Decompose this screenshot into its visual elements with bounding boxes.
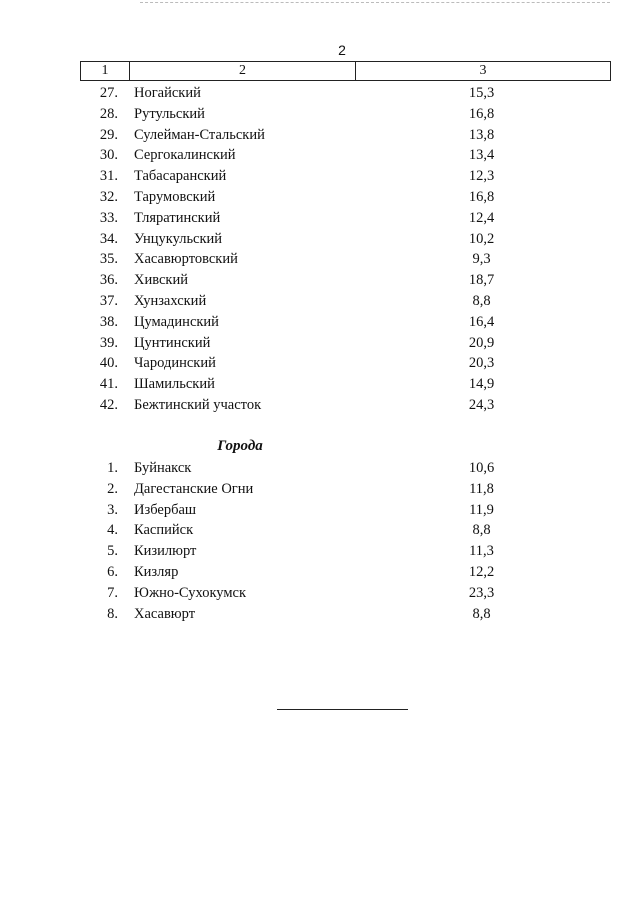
table-row — [0, 541, 640, 562]
row-number: 41. — [99, 376, 118, 393]
row-value: 13,4 — [468, 147, 495, 164]
table-row — [0, 312, 640, 333]
row-value: 12,2 — [468, 563, 495, 580]
table-row — [0, 374, 640, 395]
row-number: 31. — [99, 168, 118, 185]
row-value: 23,3 — [468, 584, 495, 601]
row-number: 39. — [99, 334, 118, 351]
closing-divider-line — [277, 709, 408, 710]
row-name: Каспийск — [134, 522, 194, 539]
row-name: Унцукульский — [134, 230, 223, 247]
row-number: 35. — [99, 251, 118, 268]
row-value: 24,3 — [468, 396, 495, 413]
column-header-name: 2 — [130, 62, 356, 80]
table-row — [0, 291, 640, 312]
table-row — [0, 500, 640, 521]
row-number: 2. — [107, 480, 118, 497]
row-value: 16,8 — [468, 188, 495, 205]
table-row — [0, 353, 640, 374]
row-value: 11,8 — [469, 480, 494, 497]
row-name: Бежтинский участок — [134, 396, 262, 413]
table-row — [0, 395, 640, 416]
row-number: 37. — [99, 292, 118, 309]
row-name: Сулейман-Стальский — [134, 126, 265, 143]
row-name: Хивский — [134, 272, 188, 289]
row-number: 27. — [99, 85, 118, 101]
row-name: Тарумовский — [134, 188, 216, 205]
table-row — [0, 333, 640, 354]
row-name: Цунтинский — [134, 334, 211, 351]
table-row — [0, 583, 640, 604]
row-number: 33. — [99, 209, 118, 226]
table-row — [0, 520, 640, 541]
row-number: 42. — [99, 396, 118, 413]
row-name: Шамильский — [134, 376, 215, 393]
row-value: 9,3 — [472, 251, 491, 268]
row-name: Тляратинский — [134, 209, 221, 226]
table-row — [0, 270, 640, 291]
row-number: 4. — [107, 522, 118, 539]
row-name: Цумадинский — [134, 313, 219, 330]
column-header-value: 3 — [479, 63, 487, 78]
table-row — [0, 104, 640, 125]
row-value: 8,8 — [472, 292, 491, 309]
row-value: 10,2 — [468, 230, 495, 247]
row-name: Сергокалинский — [134, 147, 236, 164]
row-number: 3. — [107, 501, 118, 518]
row-value: 15,3 — [468, 85, 495, 101]
row-value: 16,8 — [468, 105, 495, 122]
row-value: 20,3 — [468, 355, 495, 372]
row-name: Избербаш — [134, 501, 197, 518]
row-name: Ногайский — [134, 85, 201, 101]
table-row — [0, 83, 640, 104]
row-name: Чародинский — [134, 355, 216, 372]
row-number: 8. — [107, 605, 118, 622]
row-value: 11,9 — [469, 501, 494, 518]
row-name: Кизляр — [134, 563, 179, 580]
table-row — [0, 604, 640, 625]
row-number: 5. — [107, 543, 118, 560]
table-row — [0, 249, 640, 270]
table-row — [0, 208, 640, 229]
table-header-row — [80, 61, 611, 81]
row-number: 34. — [99, 230, 118, 247]
row-value: 18,7 — [468, 272, 495, 289]
row-value: 8,8 — [472, 605, 491, 622]
row-value: 14,9 — [468, 376, 495, 393]
districts-list — [0, 83, 640, 416]
row-name: Табасаранский — [134, 168, 227, 185]
table-row — [0, 479, 640, 500]
row-number: 28. — [99, 105, 118, 122]
row-value: 12,4 — [468, 209, 495, 226]
scan-edge-artifact — [140, 2, 610, 3]
row-number: 32. — [99, 188, 118, 205]
row-number: 40. — [99, 355, 118, 372]
row-name: Хасавюртовский — [134, 251, 238, 268]
row-name: Дагестанские Огни — [134, 480, 254, 497]
table-row — [0, 458, 640, 479]
row-number: 38. — [99, 313, 118, 330]
table-row — [0, 229, 640, 250]
row-number: 6. — [107, 563, 118, 580]
table-row — [0, 125, 640, 146]
row-value: 20,9 — [468, 334, 495, 351]
cities-list — [0, 458, 640, 624]
row-number: 30. — [99, 147, 118, 164]
row-name: Буйнакск — [134, 460, 192, 476]
table-row — [0, 562, 640, 583]
row-number: 7. — [107, 584, 118, 601]
page-number: 2 — [338, 42, 346, 58]
row-name: Хунзахский — [134, 292, 207, 309]
table-row — [0, 166, 640, 187]
row-value: 12,3 — [468, 168, 495, 185]
row-name: Рутульский — [134, 105, 205, 122]
row-name: Хасавюрт — [134, 605, 196, 622]
row-number: 36. — [99, 272, 118, 289]
row-value: 11,3 — [469, 543, 494, 560]
row-value: 10,6 — [468, 460, 495, 476]
column-header-number: 1 — [81, 62, 130, 80]
cities-section-title: Города — [217, 438, 263, 454]
row-name: Южно-Сухокумск — [134, 584, 246, 601]
table-row — [0, 187, 640, 208]
row-name: Кизилюрт — [134, 543, 197, 560]
row-value: 8,8 — [472, 522, 491, 539]
table-row — [0, 145, 640, 166]
row-number: 29. — [99, 126, 118, 143]
row-value: 13,8 — [468, 126, 495, 143]
row-number: 1. — [107, 460, 118, 476]
row-value: 16,4 — [468, 313, 495, 330]
